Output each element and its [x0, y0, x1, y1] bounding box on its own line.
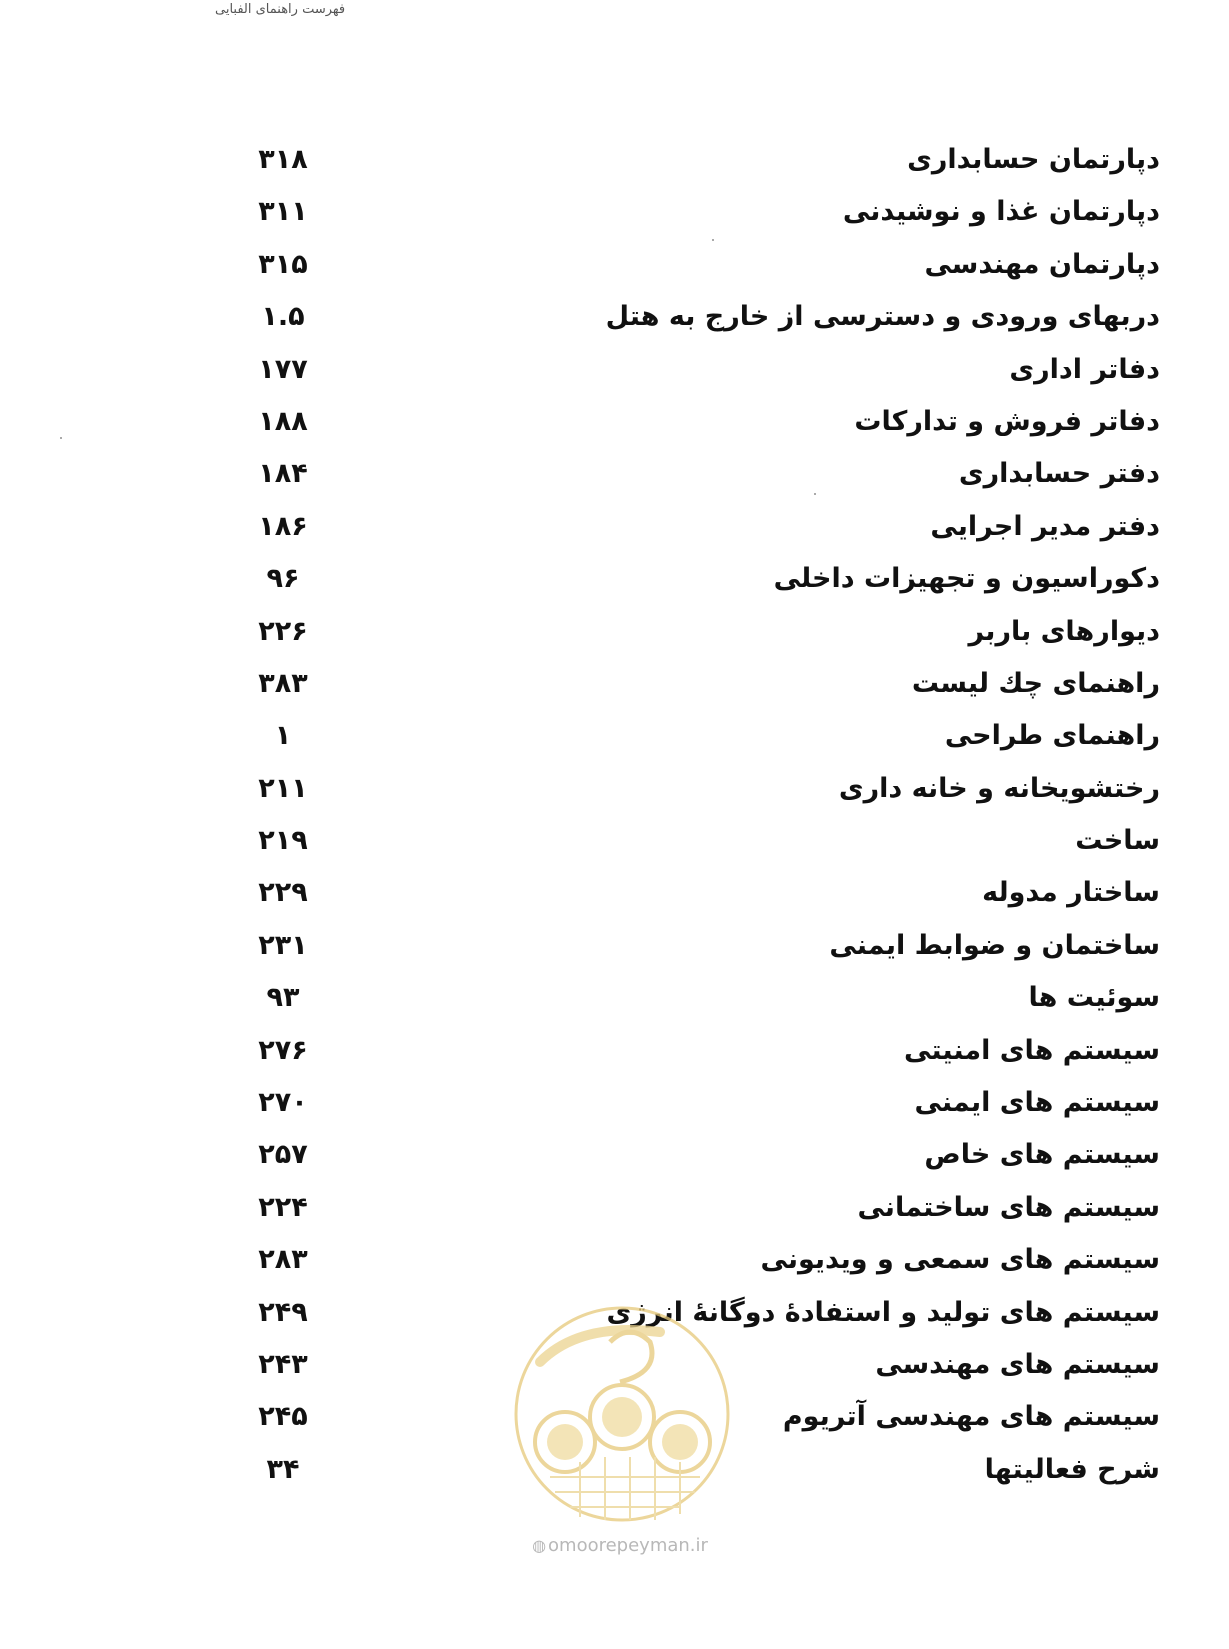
- index-entry: [245, 661, 1160, 713]
- index-entry: [245, 1132, 1160, 1184]
- scan-speck: [60, 437, 62, 439]
- entry-page-number: ۹۶: [266, 563, 300, 595]
- entry-term: دپارتمان حسابداری: [907, 144, 1160, 175]
- entry-term: سیستم های مهندسی آتریوم: [782, 1401, 1160, 1433]
- site-url: omoorepeyman.ir: [548, 1535, 708, 1556]
- index-entry: [245, 189, 1160, 241]
- running-head: فهرست راهنمای الفبایی: [215, 2, 346, 17]
- entry-page-number: ۲۲۹: [258, 877, 308, 909]
- entry-page-number: ۲۵۷: [258, 1139, 308, 1171]
- entry-page-number: ۲۷۰: [258, 1087, 308, 1119]
- globe-icon: ◍: [532, 1536, 547, 1555]
- entry-page-number: ۳۴: [266, 1453, 300, 1485]
- watermark-logo: [510, 1302, 734, 1526]
- index-entry: [245, 242, 1160, 294]
- entry-page-number: ۳۱۱: [258, 196, 308, 228]
- entry-term: سیستم های ساختمانی: [857, 1191, 1160, 1223]
- entry-term: شرح فعالیتها: [984, 1453, 1160, 1485]
- entry-term: دپارتمان غذا و نوشیدنی: [842, 196, 1160, 228]
- entry-page-number: ۱۷۷: [258, 353, 308, 385]
- site-credit: [520, 1535, 720, 1556]
- entry-term: راهنمای چك لیست: [911, 667, 1160, 699]
- entry-page-number: ۲۲۶: [258, 615, 308, 647]
- entry-term: سیستم های سمعی و ویدیونی: [760, 1244, 1160, 1276]
- entry-page-number: ۲۱۹: [258, 825, 308, 857]
- entry-term: دفاتر اداری: [1009, 353, 1160, 385]
- entry-page-number: ۳۱۸: [258, 144, 308, 175]
- entry-term: ساختار مدوله: [982, 877, 1160, 909]
- entry-term: سیستم های مهندسی: [875, 1348, 1160, 1380]
- entry-page-number: ۲۳۱: [258, 929, 308, 961]
- entry-term: سیستم های امنیتی: [904, 1034, 1160, 1066]
- entry-page-number: ۲۸۳: [258, 1244, 308, 1276]
- entry-term: دفتر مدیر اجرایی: [930, 510, 1160, 542]
- entry-term: ساخت: [1075, 825, 1160, 857]
- index-entry: [245, 294, 1160, 346]
- entry-page-number: ۹۳: [266, 982, 300, 1014]
- entry-term: رختشویخانه و خانه داری: [838, 772, 1160, 804]
- scan-speck: [814, 493, 816, 495]
- index-entry: [245, 766, 1160, 818]
- index-entry: [245, 1080, 1160, 1132]
- entry-page-number: ۲۱۱: [258, 772, 308, 804]
- entry-term: دفاتر فروش و تدارکات: [854, 405, 1160, 437]
- entry-term: دیوارهای باربر: [968, 615, 1160, 647]
- entry-term: سیستم های تولید و استفادهٔ دوگانهٔ انرژی: [606, 1296, 1160, 1328]
- index-entry: [245, 1028, 1160, 1080]
- entry-term: سیستم های خاص: [924, 1139, 1160, 1171]
- entry-page-number: ۲۴۹: [258, 1296, 308, 1328]
- entry-term: دکوراسیون و تجهیزات داخلی: [773, 563, 1160, 595]
- index-entry: [245, 1237, 1160, 1289]
- index-list: [245, 137, 1160, 1499]
- scan-speck: [712, 239, 714, 241]
- entry-term: سوئیت ها: [1028, 982, 1160, 1014]
- index-entry: [245, 399, 1160, 451]
- entry-term: دفتر حسابداری: [958, 458, 1160, 490]
- entry-page-number: ۲۲۴: [258, 1191, 308, 1223]
- entry-page-number: ۳۸۳: [258, 667, 308, 699]
- entry-page-number: ۲۴۵: [258, 1401, 308, 1433]
- entry-page-number: ۱۸۴: [258, 458, 308, 490]
- entry-term: دربهای ورودی و دسترسی از خارج به هتل: [605, 301, 1160, 333]
- index-entry: [245, 504, 1160, 556]
- entry-page-number: ۱۸۶: [258, 510, 308, 542]
- entry-term: ساختمان و ضوابط ایمنی: [829, 929, 1160, 961]
- entry-page-number: ۱: [274, 720, 292, 752]
- index-entry: [245, 923, 1160, 975]
- entry-page-number: ۱۸۸: [258, 405, 308, 437]
- index-entry: [245, 451, 1160, 503]
- entry-term: راهنمای طراحی: [944, 720, 1160, 752]
- index-entry: [245, 870, 1160, 922]
- entry-page-number: ۲۴۳: [258, 1348, 308, 1380]
- entry-term: سیستم های ایمنی: [914, 1087, 1160, 1119]
- index-entry: [245, 609, 1160, 661]
- index-entry: [245, 347, 1160, 399]
- index-entry: [245, 137, 1160, 189]
- index-entry: [245, 1185, 1160, 1237]
- entry-page-number: ۲۷۶: [258, 1034, 308, 1066]
- index-entry: [245, 818, 1160, 870]
- entry-page-number: ۱.۵: [261, 301, 305, 333]
- index-entry: [245, 556, 1160, 608]
- index-entry: [245, 713, 1160, 765]
- entry-term: دپارتمان مهندسی: [924, 248, 1160, 280]
- index-entry: [245, 975, 1160, 1027]
- entry-page-number: ۳۱۵: [258, 248, 308, 280]
